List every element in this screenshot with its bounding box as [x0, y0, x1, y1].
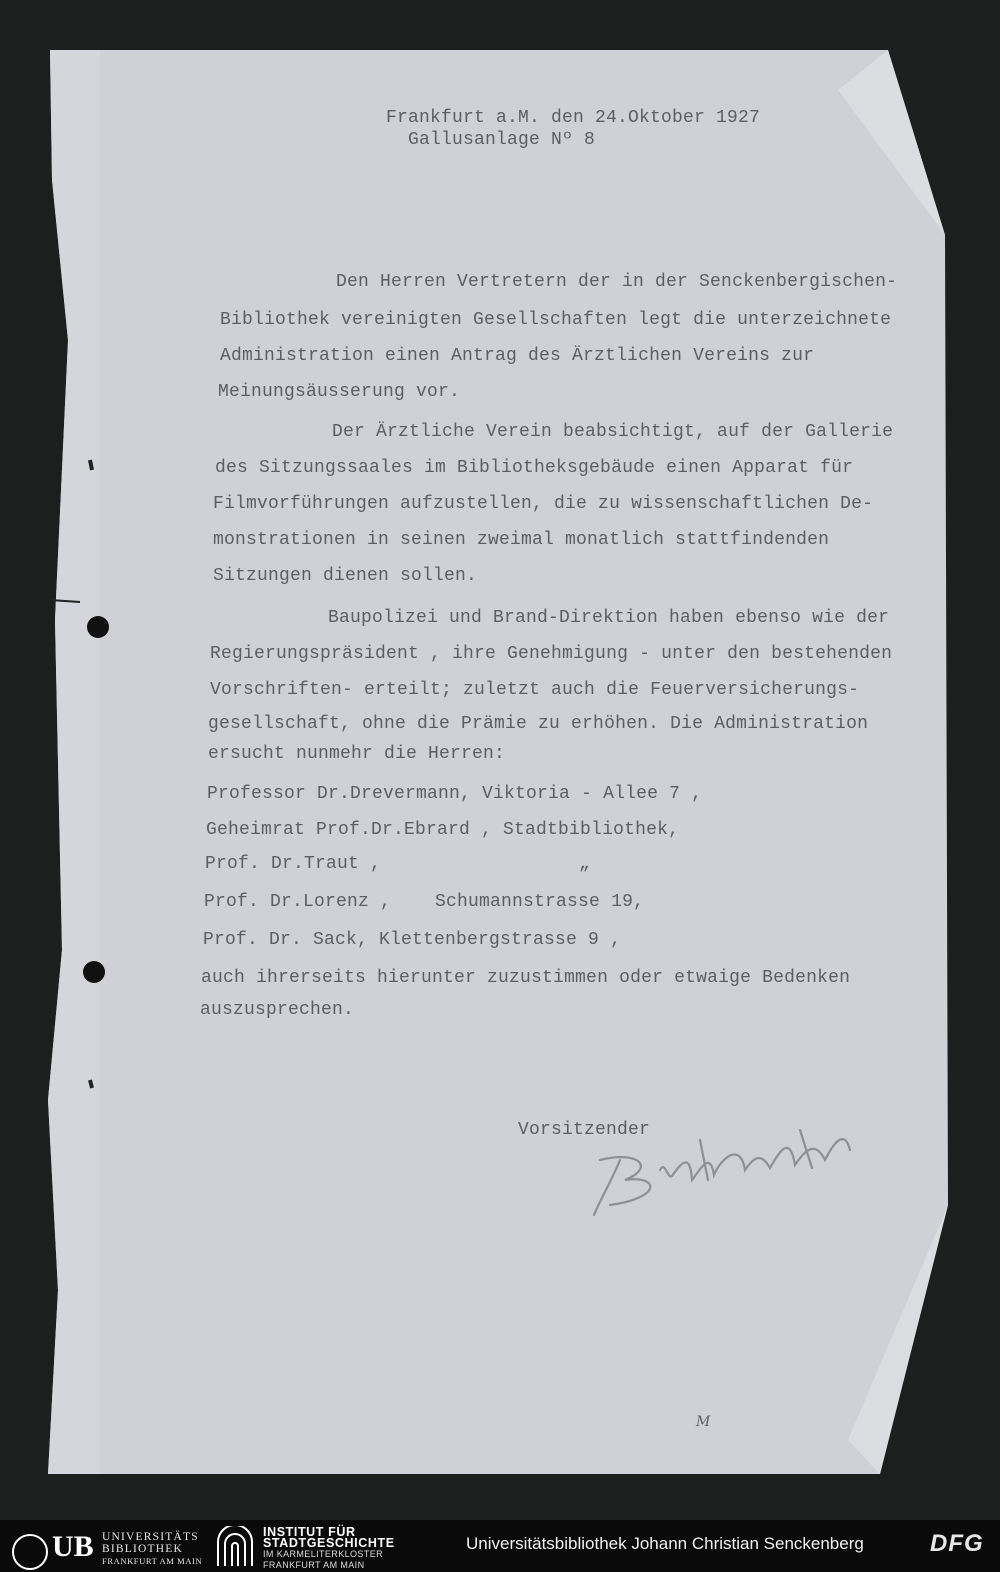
letter-body-line: Vorschriften- erteilt; zuletzt auch die Feuerversicherungs- — [210, 680, 860, 700]
letter-body-line: des Sitzungssaales im Bibliotheksgebäude einen Apparat für — [215, 458, 854, 478]
ub-line: BIBLIOTHEK — [102, 1543, 183, 1555]
letter-body-line: Filmvorführungen aufzustellen, die zu wissenschaftlichen De- — [213, 494, 874, 514]
ub-logo[interactable] — [8, 1528, 203, 1568]
isg-line: INSTITUT FÜR — [263, 1525, 356, 1539]
letter-closing: Vorsitzender — [518, 1120, 651, 1140]
letter-body-line: Prof. Dr. Sack, Klettenbergstrasse 9 , — [203, 930, 622, 950]
letter-body-line: Administration einen Antrag des Ärztlichen Vereins zur — [220, 346, 815, 366]
footer-bar — [0, 1520, 1000, 1572]
letter-body-line: ersucht nunmehr die Herren: — [208, 744, 506, 764]
letter-body-line: Prof. Dr.Traut , „ — [205, 854, 591, 874]
isg-logo[interactable] — [215, 1526, 415, 1570]
dfg-logo[interactable]: DFG — [930, 1530, 984, 1557]
portrait-icon — [12, 1534, 48, 1570]
letter-body-line: Professor Dr.Drevermann, Viktoria - Allee 7 , — [207, 784, 703, 804]
footer-title[interactable]: Universitätsbibliothek Johann Christian Senckenberg — [466, 1534, 864, 1553]
letter-body-line: Prof. Dr.Lorenz , Schumannstrasse 19, — [204, 892, 645, 912]
letter-body-line: Den Herren Vertretern der in der Senckenbergischen- — [336, 272, 898, 292]
letter-body-line: monstrationen in seinen zweimal monatlich stattfindenden — [213, 530, 830, 550]
isg-line: STADTGESCHICHTE — [263, 1536, 395, 1550]
punch-hole — [87, 616, 109, 638]
letter-body-line: Geheimrat Prof.Dr.Ebrard , Stadtbibliothek, — [206, 820, 680, 840]
letter-body-line: Bibliothek vereinigten Gesellschaften legt die unterzeichnete — [220, 310, 892, 330]
letter-body-line: Baupolizei und Brand-Direktion haben ebenso wie der — [328, 608, 890, 628]
ub-line: FRANKFURT AM MAIN — [102, 1556, 203, 1566]
letter-body-line: auszusprechen. — [200, 1000, 355, 1020]
letter-body-line: Meinungsäusserung vor. — [218, 382, 461, 402]
letter-body-line: Regierungspräsident , ihre Genehmigung - unter den bestehenden — [210, 644, 893, 664]
isg-line: IM KARMELITERKLOSTER — [263, 1549, 384, 1559]
isg-line: FRANKFURT AM MAIN — [263, 1560, 365, 1570]
ub-text — [102, 1531, 202, 1567]
arch-icon — [215, 1526, 255, 1568]
letter-body-line: auch ihrerseits hierunter zuzustimmen oder etwaige Bedenken — [201, 968, 851, 988]
letter-body-line: Der Ärztliche Verein beabsichtigt, auf der Gallerie — [332, 422, 894, 442]
ub-line: UNIVERSITÄTS — [102, 1531, 199, 1543]
ub-mark: UB — [52, 1530, 94, 1563]
isg-text — [263, 1527, 395, 1571]
letter-place-date: Frankfurt a.M. den 24.Oktober 1927 — [386, 108, 761, 128]
letter-body-line: gesellschaft, ohne die Prämie zu erhöhen. Die Administration — [208, 714, 869, 734]
letter-body-line: Sitzungen dienen sollen. — [213, 566, 478, 586]
letter-address: Gallusanlage Nº 8 — [408, 130, 596, 150]
page-mark: M — [696, 1414, 711, 1430]
punch-hole — [83, 961, 105, 983]
